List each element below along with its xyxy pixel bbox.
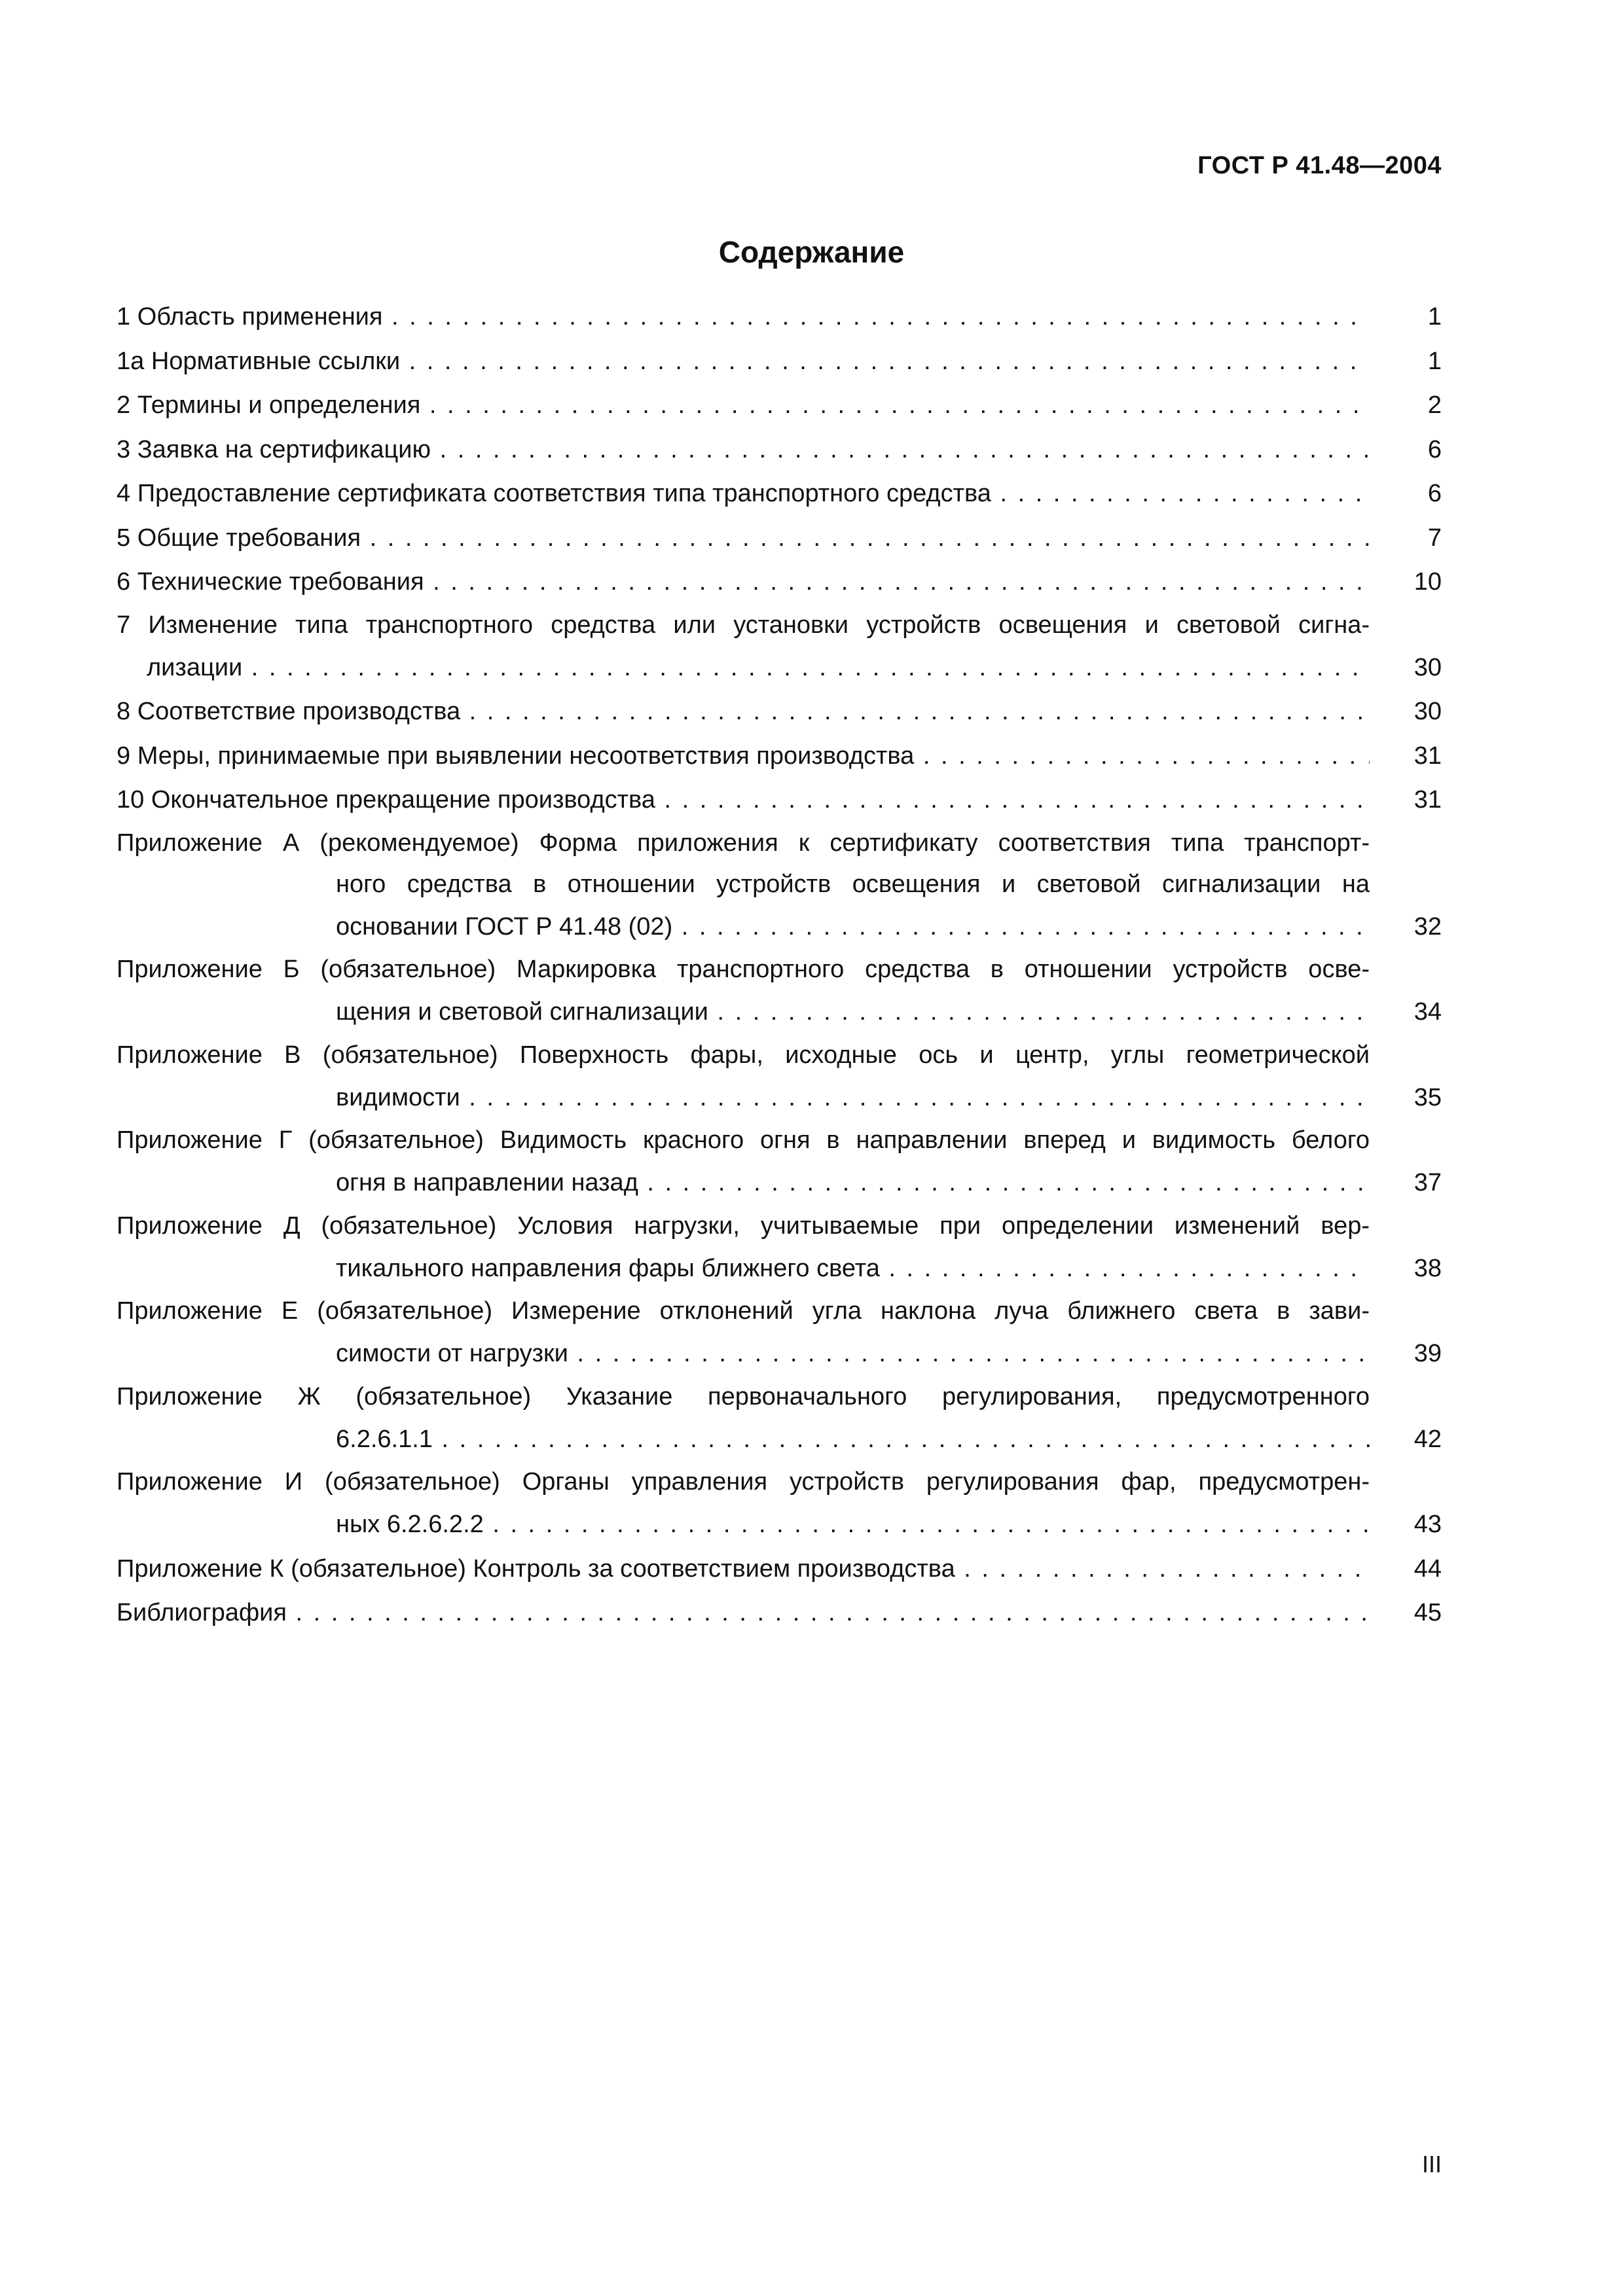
toc-entry-line: лизации — [147, 653, 243, 681]
toc-entry-line: видимости — [336, 1083, 460, 1111]
toc-entry-annex-e[interactable] — [117, 1291, 1442, 1376]
toc-entry-line: Приложение Е (обязательное) Измерение отклонений угла наклона луча ближнего света в зави- — [117, 1297, 1370, 1325]
toc-entry-line: Приложение И (обязательное) Органы управления устройств регулирования фар, предусмотрен- — [117, 1468, 1370, 1496]
toc-page-number: 38 — [1413, 1254, 1442, 1282]
toc-page-number: 30 — [1413, 653, 1442, 681]
toc-page-number: 1 — [1427, 303, 1442, 331]
toc-page-number: 39 — [1413, 1340, 1442, 1367]
toc-entry-line: Приложение Д (обязательное) Условия нагрузки, учитываемые при определении изменений вер- — [117, 1211, 1370, 1240]
toc-entry-text: 6 Технические требования — [117, 568, 424, 596]
toc-entry-line: Приложение Ж (обязательное) Указание первоначального регулирования, предусмотренного — [117, 1382, 1370, 1410]
page-number: III — [1421, 2151, 1442, 2178]
toc-entry-text: 8 Соответствие производства — [117, 698, 461, 725]
toc-entry-type-modification[interactable] — [117, 605, 1442, 691]
toc-entry-annex-b[interactable] — [117, 949, 1442, 1035]
toc-entry-annex-i[interactable] — [117, 1462, 1442, 1547]
toc-entry-line: тикального направления фары ближнего света — [336, 1254, 880, 1282]
toc-page-number: 6 — [1427, 480, 1442, 507]
toc-page-number: 43 — [1413, 1511, 1442, 1538]
toc-entry-annex-v[interactable] — [117, 1035, 1442, 1121]
toc-entry-text: 5 Общие требования — [117, 524, 361, 552]
toc-entry-text: 1а Нормативные ссылки — [117, 347, 401, 375]
toc-entry-text: 1 Область применения — [117, 303, 383, 331]
toc-page-number: 45 — [1413, 1599, 1442, 1626]
toc-page-number: 31 — [1413, 786, 1442, 814]
toc-entry-text: Библиография — [117, 1599, 287, 1626]
toc-page-number: 6 — [1427, 435, 1442, 463]
toc-entry-text: 2 Термины и определения — [117, 391, 421, 419]
toc-page-number: 2 — [1427, 391, 1442, 419]
toc-entry-line: ных 6.2.6.2.2 — [336, 1511, 484, 1538]
toc-page-number: 35 — [1413, 1083, 1442, 1111]
document-code: ГОСТ Р 41.48—2004 — [1197, 152, 1442, 179]
toc-entry-certificate[interactable] — [117, 472, 1442, 516]
toc-entry-normative-references[interactable] — [117, 340, 1442, 384]
toc-entry-line: Приложение А (рекомендуемое) Форма приложения к сертификату соответствия типа транспорт- — [117, 829, 1370, 857]
toc-entry-production-discontinued[interactable] — [117, 778, 1442, 823]
toc-page-number: 7 — [1427, 524, 1442, 552]
toc-page-number: 37 — [1413, 1169, 1442, 1196]
toc-entry-annex-k[interactable] — [117, 1547, 1442, 1592]
toc-title: Содержание — [718, 235, 905, 269]
toc-entry-text: 9 Меры, принимаемые при выявлении несоответствия производства — [117, 742, 915, 770]
toc-entry-terms[interactable] — [117, 384, 1442, 428]
toc-entry-line: симости от нагрузки — [336, 1340, 568, 1367]
toc-entry-annex-d[interactable] — [117, 1206, 1442, 1291]
toc-page-number: 32 — [1413, 912, 1442, 941]
toc-entry-line: Приложение Г (обязательное) Видимость красного огня в направлении вперед и видимость белого — [117, 1126, 1370, 1154]
toc-entry-application[interactable] — [117, 428, 1442, 473]
toc-entry-line: 6.2.6.1.1 — [336, 1425, 433, 1453]
toc-page-number: 42 — [1413, 1425, 1442, 1453]
toc-entry-line: огня в направлении назад — [336, 1169, 638, 1196]
toc-entry-conformity[interactable] — [117, 690, 1442, 734]
toc-entry-annex-a[interactable] — [117, 823, 1442, 950]
toc-entry-penalties[interactable] — [117, 734, 1442, 779]
toc-entry-text: 3 Заявка на сертификацию — [117, 435, 431, 463]
table-of-contents — [117, 295, 1442, 1636]
toc-entry-annex-zh[interactable] — [117, 1376, 1442, 1462]
toc-entry-text: 10 Окончательное прекращение производства — [117, 786, 655, 814]
toc-page-number: 1 — [1427, 347, 1442, 375]
toc-page-number: 34 — [1413, 998, 1442, 1026]
toc-entry-scope[interactable] — [117, 295, 1442, 340]
toc-entry-technical-requirements[interactable] — [117, 560, 1442, 605]
toc-entry-line: ного средства в отношении устройств освещения и световой сигнализации на — [336, 870, 1370, 898]
toc-entry-line: Приложение В (обязательное) Поверхность фары, исходные ось и центр, углы геометрической — [117, 1041, 1370, 1069]
toc-entry-bibliography[interactable] — [117, 1591, 1442, 1636]
toc-entry-annex-g[interactable] — [117, 1120, 1442, 1206]
toc-entry-line: основании ГОСТ Р 41.48 (02) — [336, 912, 673, 941]
toc-entry-text: Приложение К (обязательное) Контроль за соответствием производства — [117, 1554, 955, 1583]
toc-entry-line: Приложение Б (обязательное) Маркировка транспортного средства в отношении устройств осве- — [117, 956, 1370, 983]
toc-entry-general-requirements[interactable] — [117, 516, 1442, 561]
toc-page-number: 30 — [1413, 698, 1442, 725]
toc-entry-line: щения и световой сигнализации — [336, 998, 708, 1026]
toc-page-number: 31 — [1413, 742, 1442, 770]
toc-entry-line: 7 Изменение типа транспортного средства или установки устройств освещения и световой сигна- — [117, 611, 1370, 639]
toc-entry-text: 4 Предоставление сертификата соответствия типа транспортного средства — [117, 480, 991, 507]
toc-page-number: 44 — [1413, 1554, 1442, 1583]
toc-page-number: 10 — [1413, 568, 1442, 596]
